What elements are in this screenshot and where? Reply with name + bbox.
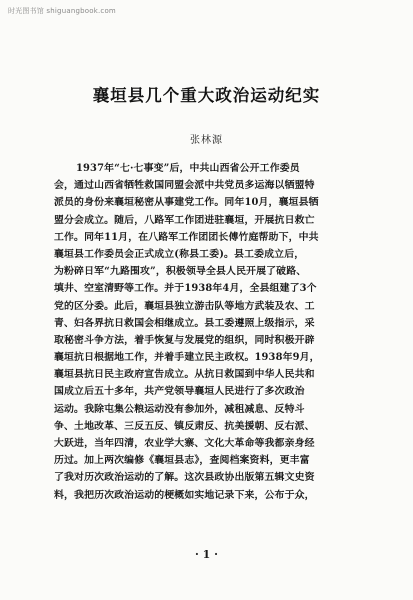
- text-line: 填井、空室清野等工作。并于1938年4月，全县组建了3个: [54, 283, 317, 295]
- watermark: 时光图书馆 shiguangbook.com: [8, 7, 116, 15]
- text-line: 大跃进，当年四清，农业学大寨、文化大革命等我都亲身经: [54, 438, 315, 449]
- text-line: 襄垣县抗日民主政府宣告成立。从抗日救国到中华人民共和: [54, 369, 315, 381]
- text-line: 为粉碎日军“九路围攻”，积极领导全县人民开展了破路、: [54, 266, 307, 278]
- text-line: 历过。加上两次编修《襄垣县志》，查阅档案资料，更丰富: [54, 455, 310, 467]
- article-body: [54, 160, 374, 504]
- author-name: 张林源: [190, 135, 223, 146]
- text-line: 料，我把历次政治运动的梗概如实地记录下来，公布于众，: [54, 489, 315, 501]
- text-line: 工作。同年11月，在八路军工作团团长傅竹庭帮助下，中共: [54, 231, 319, 243]
- page-number: · 1 ·: [195, 548, 218, 561]
- text-line: 派员的身份来襄垣秘密从事建党工作。同年10月，襄垣县牺: [54, 197, 319, 209]
- text-line: 1937年“七·七事变”后，中共山西省公开工作委员: [76, 163, 300, 174]
- text-line: 会，通过山西省牺牲救国同盟会派中共党员多运海以牺盟特: [54, 180, 315, 192]
- text-line: 取秘密斗争方法，着手恢复与发展党的组织，同时积极开辟: [54, 334, 315, 346]
- text-line: 国成立后五十多年，共产党领导襄垣人民进行了多次政治: [54, 386, 305, 398]
- text-line: 争、土地改革、三反五反、镇反肃反、抗美援朝、反右派、: [54, 420, 315, 432]
- text-line: 了我对历次政治运动的了解。这次县政协出版第五辑文史资: [54, 472, 315, 484]
- article-title: 襄垣县几个重大政治运动纪实: [92, 86, 321, 105]
- text-line: 襄垣县工作委员会正式成立(称县工委)。县工委成立后，: [54, 248, 305, 260]
- text-line: 盟分会成立。随后，八路军工作团进驻襄垣，开展抗日救亡: [54, 214, 315, 226]
- text-line: 青、妇各界抗日救国会相继成立。县工委遵照上级指示，采: [54, 317, 315, 329]
- text-line: 运动。我除屯集公粮运动没有参加外，减租减息、反特斗: [54, 403, 305, 415]
- text-line: 党的区分委。此后，襄垣县独立游击队等地方武装及农、工: [54, 300, 315, 312]
- text-line: 襄垣抗日根据地工作，并着手建立民主政权。1938年9月，: [54, 352, 320, 364]
